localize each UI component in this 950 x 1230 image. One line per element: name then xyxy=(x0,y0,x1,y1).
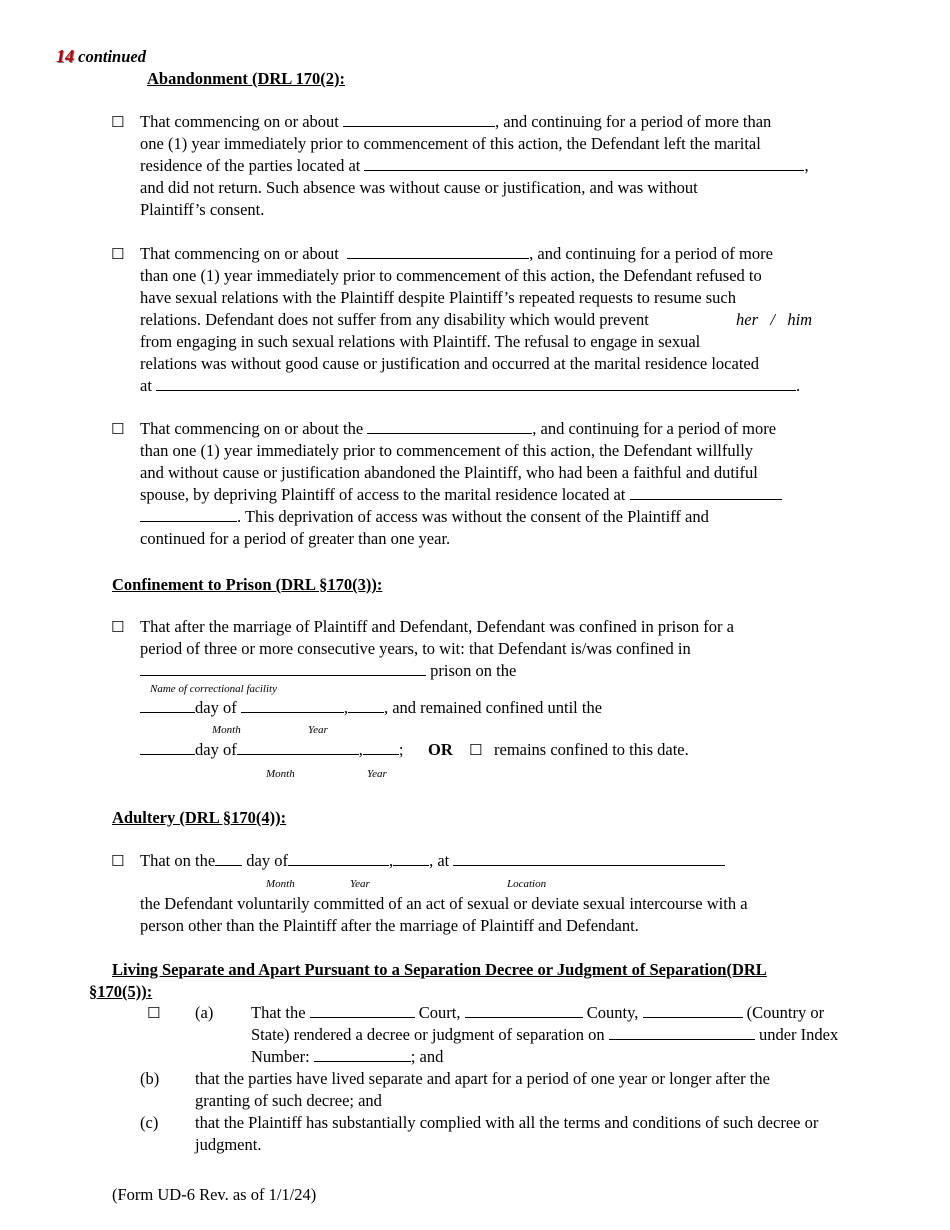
abandonment-p1-line2: one (1) year immediately prior to commencement of this action, the Defendant left the marital xyxy=(140,134,761,153)
prison-line5: day of , ; xyxy=(140,739,403,761)
abandonment-p1-line5: Plaintiff’s consent. xyxy=(140,200,265,219)
court-field[interactable] xyxy=(310,1002,415,1018)
page-header xyxy=(56,45,146,68)
abandonment-heading: Abandonment (DRL 170(2): xyxy=(147,69,346,88)
item-a-line2: State) rendered a decree or judgment of separation on under Index xyxy=(251,1025,839,1044)
item-b-line1: that the parties have lived separate and apart for a period of one year or longer after the xyxy=(195,1069,770,1088)
abandonment-checkbox-2[interactable]: ☐ xyxy=(111,245,125,263)
year-caption: Year xyxy=(350,878,370,890)
prison-line4: day of , , and remained confined until the xyxy=(140,697,602,719)
prison-line3: prison on the xyxy=(140,660,516,682)
item-a-line1: That the Court, County, (Country or xyxy=(251,1003,825,1022)
month-field[interactable] xyxy=(241,697,344,713)
item-b-label: (b) xyxy=(140,1069,160,1088)
item-b-line2: granting of such decree; and xyxy=(195,1091,382,1110)
abandonment-p2-line6: relations was without good cause or justification and occurred at the marital residence located xyxy=(140,354,759,373)
residence-location-field-cont[interactable] xyxy=(140,506,237,522)
prison-line2: period of three or more consecutive years, to wit: that Defendant is/was confined in xyxy=(140,639,691,658)
facility-caption: Name of correctional facility xyxy=(150,683,277,695)
separation-checkbox[interactable]: ☐ xyxy=(147,1004,161,1022)
date-field[interactable] xyxy=(367,418,532,434)
day-field[interactable] xyxy=(140,697,195,713)
country-state-field[interactable] xyxy=(643,1002,743,1018)
residence-location-field[interactable] xyxy=(156,375,796,391)
location-field[interactable] xyxy=(453,850,725,866)
abandonment-p1-line1: That commencing on or about , and continuing for a period of more than xyxy=(140,112,772,131)
adultery-checkbox[interactable]: ☐ xyxy=(111,852,125,870)
county-field[interactable] xyxy=(465,1002,583,1018)
remains-confined-label: remains confined to this date. xyxy=(494,740,689,759)
prison-line1: That after the marriage of Plaintiff and Defendant, Defendant was confined in prison for a xyxy=(140,617,734,636)
item-c-label: (c) xyxy=(140,1113,159,1132)
abandonment-p2-line3: have sexual relations with the Plaintiff despite Plaintiff’s repeated requests to resume such xyxy=(140,288,736,307)
pronoun-option[interactable]: her / him xyxy=(736,310,813,329)
item-a-line3: Number: ; and xyxy=(251,1047,444,1066)
abandonment-p3-line5: . This deprivation of access was without the consent of the Plaintiff and xyxy=(140,506,709,528)
residence-location-field[interactable] xyxy=(364,155,804,171)
year-field[interactable] xyxy=(348,697,384,713)
date-field[interactable] xyxy=(343,111,495,127)
item-a-label: (a) xyxy=(195,1003,214,1022)
abandonment-p3-line4: spouse, by depriving Plaintiff of access to the marital residence located at xyxy=(140,484,782,506)
adultery-line3: person other than the Plaintiff after the marriage of Plaintiff and Defendant. xyxy=(140,916,639,935)
abandonment-checkbox-1[interactable]: ☐ xyxy=(111,113,125,131)
location-caption: Location xyxy=(507,878,547,890)
prison-heading: Confinement to Prison (DRL §170(3)): xyxy=(112,575,383,594)
date-field[interactable] xyxy=(347,243,529,259)
abandonment-p2-line2: than one (1) year immediately prior to commencement of this action, the Defendant refused to xyxy=(140,266,762,285)
correctional-facility-field[interactable] xyxy=(140,660,426,676)
month-caption: Month xyxy=(266,768,295,780)
index-number-field[interactable] xyxy=(314,1046,411,1062)
abandonment-p3-line2: than one (1) year immediately prior to commencement of this action, the Defendant willfully xyxy=(140,441,754,460)
abandonment-p1-line3: residence of the parties located at , xyxy=(140,156,809,175)
month-field[interactable] xyxy=(288,850,389,866)
abandonment-p3-line1: That commencing on or about the , and continuing for a period of more xyxy=(140,419,777,438)
abandonment-checkbox-3[interactable]: ☐ xyxy=(111,420,125,438)
adultery-line1: That on the day of , , at xyxy=(140,850,725,872)
adultery-heading: Adultery (DRL §170(4)): xyxy=(112,808,287,827)
abandonment-p2-line4: relations. Defendant does not suffer from any disability which would prevent xyxy=(140,310,649,329)
separation-heading-line2: §170(5)): xyxy=(89,982,153,1001)
abandonment-p3-line3: and without cause or justification abandoned the Plaintiff, who had been a faithful and dutiful xyxy=(140,463,758,482)
abandonment-p2-line7: at . xyxy=(140,376,801,395)
year-field[interactable] xyxy=(363,739,399,755)
residence-location-field[interactable] xyxy=(630,484,782,500)
decree-date-field[interactable] xyxy=(609,1024,755,1040)
abandonment-p2-line1: That commencing on or about , and continuing for a period of more xyxy=(140,244,773,263)
form-footer: (Form UD-6 Rev. as of 1/1/24) xyxy=(112,1185,317,1204)
continued-label: continued xyxy=(78,47,146,66)
month-caption: Month xyxy=(266,878,295,890)
abandonment-p2-line5: from engaging in such sexual relations with Plaintiff. The refusal to engage in sexual xyxy=(140,332,701,351)
item-c-line2: judgment. xyxy=(195,1135,262,1154)
year-caption: Year xyxy=(367,768,387,780)
abandonment-p1-line4: and did not return. Such absence was without cause or justification, and was without xyxy=(140,178,698,197)
section-number: 14 xyxy=(56,46,74,66)
item-c-line1: that the Plaintiff has substantially complied with all the terms and conditions of such decree or xyxy=(195,1113,819,1132)
adultery-line2: the Defendant voluntarily committed of an act of sexual or deviate sexual intercourse with a xyxy=(140,894,748,913)
prison-checkbox[interactable]: ☐ xyxy=(111,618,125,636)
abandonment-p3-line6: continued for a period of greater than one year. xyxy=(140,529,451,548)
day-field[interactable] xyxy=(215,850,242,866)
year-caption: Year xyxy=(308,724,328,736)
day-field[interactable] xyxy=(140,739,195,755)
month-caption: Month xyxy=(212,724,241,736)
year-field[interactable] xyxy=(393,850,429,866)
separation-heading-line1: Living Separate and Apart Pursuant to a Separation Decree or Judgment of Separation(DRL xyxy=(112,960,767,979)
remains-confined-checkbox[interactable]: ☐ xyxy=(469,741,483,759)
or-label: OR xyxy=(428,740,453,759)
month-field[interactable] xyxy=(237,739,359,755)
